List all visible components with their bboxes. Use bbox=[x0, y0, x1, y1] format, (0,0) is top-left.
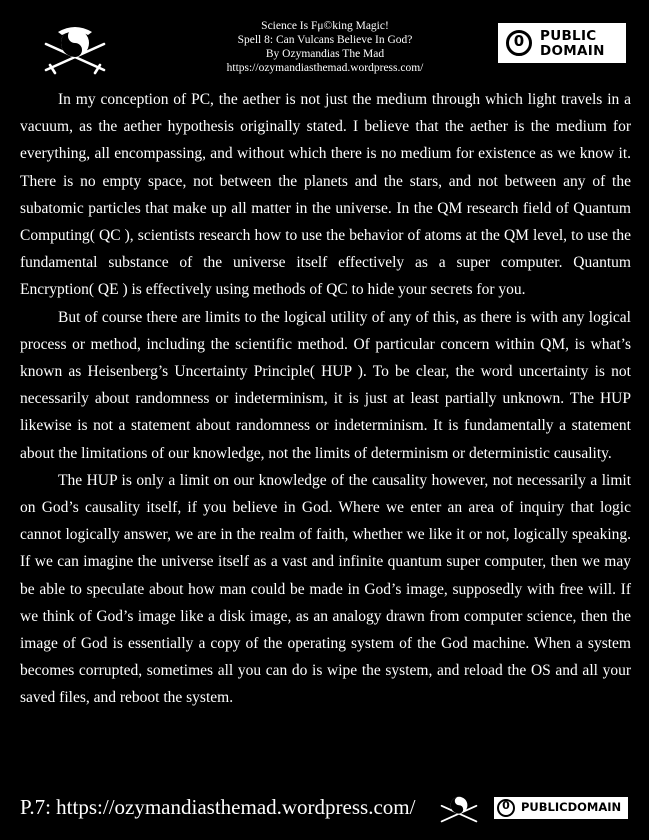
footer-page-url: P.7: https://ozymandiasthemad.wordpress.com/ bbox=[20, 795, 416, 819]
header-author: By Ozymandias The Mad bbox=[265, 48, 385, 60]
pirate-yin-yang-logo-icon bbox=[38, 26, 112, 76]
public-domain-icon: 0 bbox=[506, 30, 532, 56]
public-domain-footer-label: PUBLICDOMAIN bbox=[521, 800, 622, 814]
paragraph: The HUP is only a limit on our knowledge of the causality however, not necessarily a limit on God’s causality itself, if you believe in God. Where we enter an area of inquiry that logic cannot logically answer, we are in the realm of faith, whether we like it or not, logically speaking. If we can imagine the universe itself as a vast and infinite quantum super computer, then we may be able to speculate about how man could be made in God’s image, supposedly with free will. If we think of God’s image like a disk image, as an analogy drawn from computer science, then the image of God is essentially a copy of the operating system of the God machine. When a system becomes corrupted, sometimes all you can do is wipe the system, and reload the OS and all your saved files, and reboot the system. bbox=[20, 471, 631, 707]
public-domain-label: PUBLIC DOMAIN bbox=[540, 28, 605, 59]
article-body bbox=[20, 86, 631, 712]
public-domain-footer-icon: 0 bbox=[497, 799, 515, 817]
header-spell-title: Spell 8: Can Vulcans Believe In God? bbox=[237, 34, 413, 46]
header-url: https://ozymandiasthemad.wordpress.com/ bbox=[226, 62, 424, 74]
public-domain-footer-badge bbox=[494, 797, 628, 819]
public-domain-badge bbox=[498, 23, 626, 63]
pirate-yin-yang-footer-icon bbox=[436, 795, 482, 825]
page-header bbox=[0, 0, 649, 84]
header-site-title: Science Is Fμ©king Magic! bbox=[261, 20, 389, 32]
paragraph: But of course there are limits to the logical utility of any of this, as there is with any logical process or method, including the scientific method. Of particular concern within QM, is what’s known as Heisenberg’s Uncertainty Principle( HUP ). To be clear, the word uncertainty is not necessarily about randomness or indeterminism, it is just at least partially unknown. The HUP likewise is not a statement about randomness or indeterminism. It is fundamentally a statement about the limitations of our knowledge, not the limits of determinism or deterministic causality. bbox=[20, 308, 631, 462]
header-title-block bbox=[190, 19, 460, 75]
paragraph: In my conception of PC, the aether is not just the medium through which light travels in a vacuum, as the aether hypothesis originally stated. I believe that the aether is the medium for everything, all encompassing, and without which there is no medium for existence as we know it. There is no empty space, not between the planets and the stars, and not between any of the subatomic particles that make up all matter in the universe. In the QM research field of Quantum Computing( QC ), scientists research how to use the behavior of atoms at the QM level, to use the fundamental substance of the universe itself effectively as a super computer. Quantum Encryption( QE ) is effectively using methods of QC to hide your secrets for you. bbox=[20, 91, 631, 299]
